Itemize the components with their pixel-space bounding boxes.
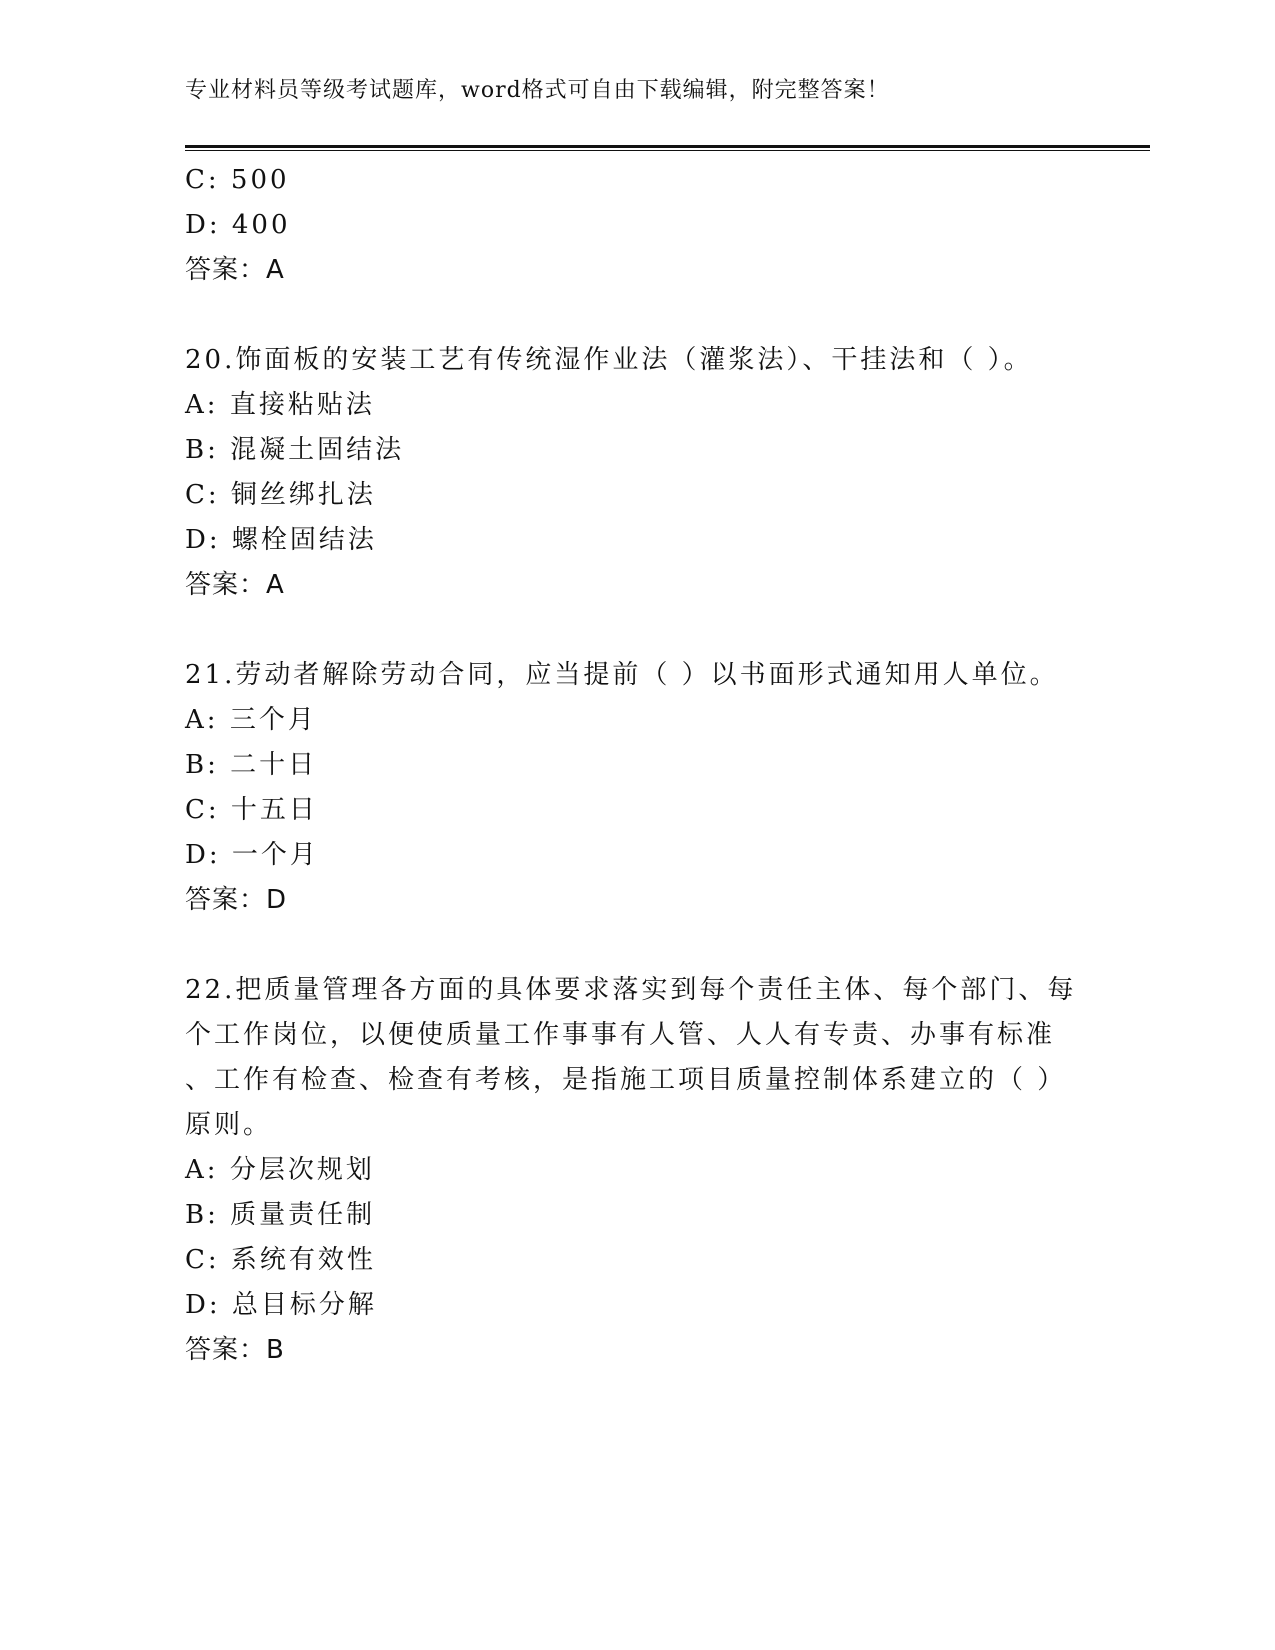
option-label: C: bbox=[185, 1245, 231, 1275]
option-text: 直接粘贴法 bbox=[229, 390, 375, 420]
option-label: B: bbox=[185, 1200, 231, 1230]
option-label: A: bbox=[185, 1155, 230, 1185]
option-text: 铜丝绑扎法 bbox=[230, 480, 376, 510]
question-21 bbox=[185, 653, 1085, 923]
option-text: 螺栓固结法 bbox=[231, 525, 377, 555]
option-d bbox=[185, 518, 1085, 563]
option-b bbox=[185, 428, 1085, 473]
option-d bbox=[185, 203, 1085, 248]
question-stem-line: 原则。 bbox=[185, 1110, 273, 1140]
option-c bbox=[185, 788, 1085, 833]
option-a bbox=[185, 1148, 1085, 1193]
option-label: B: bbox=[185, 435, 231, 465]
continued-question bbox=[185, 158, 1085, 293]
option-b bbox=[185, 1193, 1085, 1238]
option-text: 三个月 bbox=[229, 705, 317, 735]
option-label: D: bbox=[185, 840, 232, 870]
option-text: 系统有效性 bbox=[230, 1245, 376, 1275]
option-a bbox=[185, 383, 1085, 428]
option-text: 总目标分解 bbox=[231, 1290, 377, 1320]
header-title: 专业材料员等级考试题库，word格式可自由下载编辑，附完整答案！ bbox=[185, 78, 890, 103]
option-d bbox=[185, 1283, 1085, 1328]
question-22 bbox=[185, 968, 1085, 1373]
option-d bbox=[185, 833, 1085, 878]
option-label: C: bbox=[185, 795, 231, 825]
option-label: A: bbox=[185, 390, 230, 420]
option-text: 500 bbox=[230, 165, 290, 195]
question-stem: 20.饰面板的安装工艺有传统湿作业法（灌浆法）、干挂法和（ ）。 bbox=[185, 345, 1033, 375]
option-c bbox=[185, 1238, 1085, 1283]
option-text: 混凝土固结法 bbox=[230, 435, 405, 465]
spacer bbox=[185, 608, 1085, 653]
option-a bbox=[185, 698, 1085, 743]
question-stem: 21.劳动者解除劳动合同，应当提前（ ）以书面形式通知用人单位。 bbox=[185, 660, 1059, 690]
answer-line: 答案：A bbox=[185, 255, 285, 285]
option-text: 一个月 bbox=[231, 840, 319, 870]
option-text: 分层次规划 bbox=[229, 1155, 375, 1185]
question-stem-line: 22.把质量管理各方面的具体要求落实到每个责任主体、每个部门、每 bbox=[185, 975, 1077, 1005]
option-label: D: bbox=[185, 1290, 232, 1320]
option-text: 质量责任制 bbox=[230, 1200, 376, 1230]
option-label: D: bbox=[185, 525, 232, 555]
option-label: B: bbox=[185, 750, 231, 780]
answer-line: 答案：B bbox=[185, 1335, 285, 1365]
option-c bbox=[185, 473, 1085, 518]
answer-line: 答案：D bbox=[185, 885, 288, 915]
header-rule-thick bbox=[185, 145, 1150, 148]
question-stem-line: 、工作有检查、检查有考核，是指施工项目质量控制体系建立的（ ） bbox=[185, 1065, 1067, 1095]
question-stem-line: 个工作岗位，以便使质量工作事事有人管、人人有专责、办事有标准 bbox=[185, 1020, 1056, 1050]
spacer bbox=[185, 923, 1085, 968]
option-b bbox=[185, 743, 1085, 788]
option-label: A: bbox=[185, 705, 230, 735]
option-text: 十五日 bbox=[230, 795, 318, 825]
option-text: 二十日 bbox=[230, 750, 318, 780]
option-c bbox=[185, 158, 1085, 203]
option-text: 400 bbox=[231, 210, 291, 240]
option-label: C: bbox=[185, 165, 231, 195]
spacer bbox=[185, 293, 1085, 338]
answer-line: 答案：A bbox=[185, 570, 285, 600]
question-list bbox=[185, 158, 1085, 1373]
header-rule-thin bbox=[185, 150, 1150, 151]
option-label: D: bbox=[185, 210, 232, 240]
question-20 bbox=[185, 338, 1085, 608]
option-label: C: bbox=[185, 480, 231, 510]
